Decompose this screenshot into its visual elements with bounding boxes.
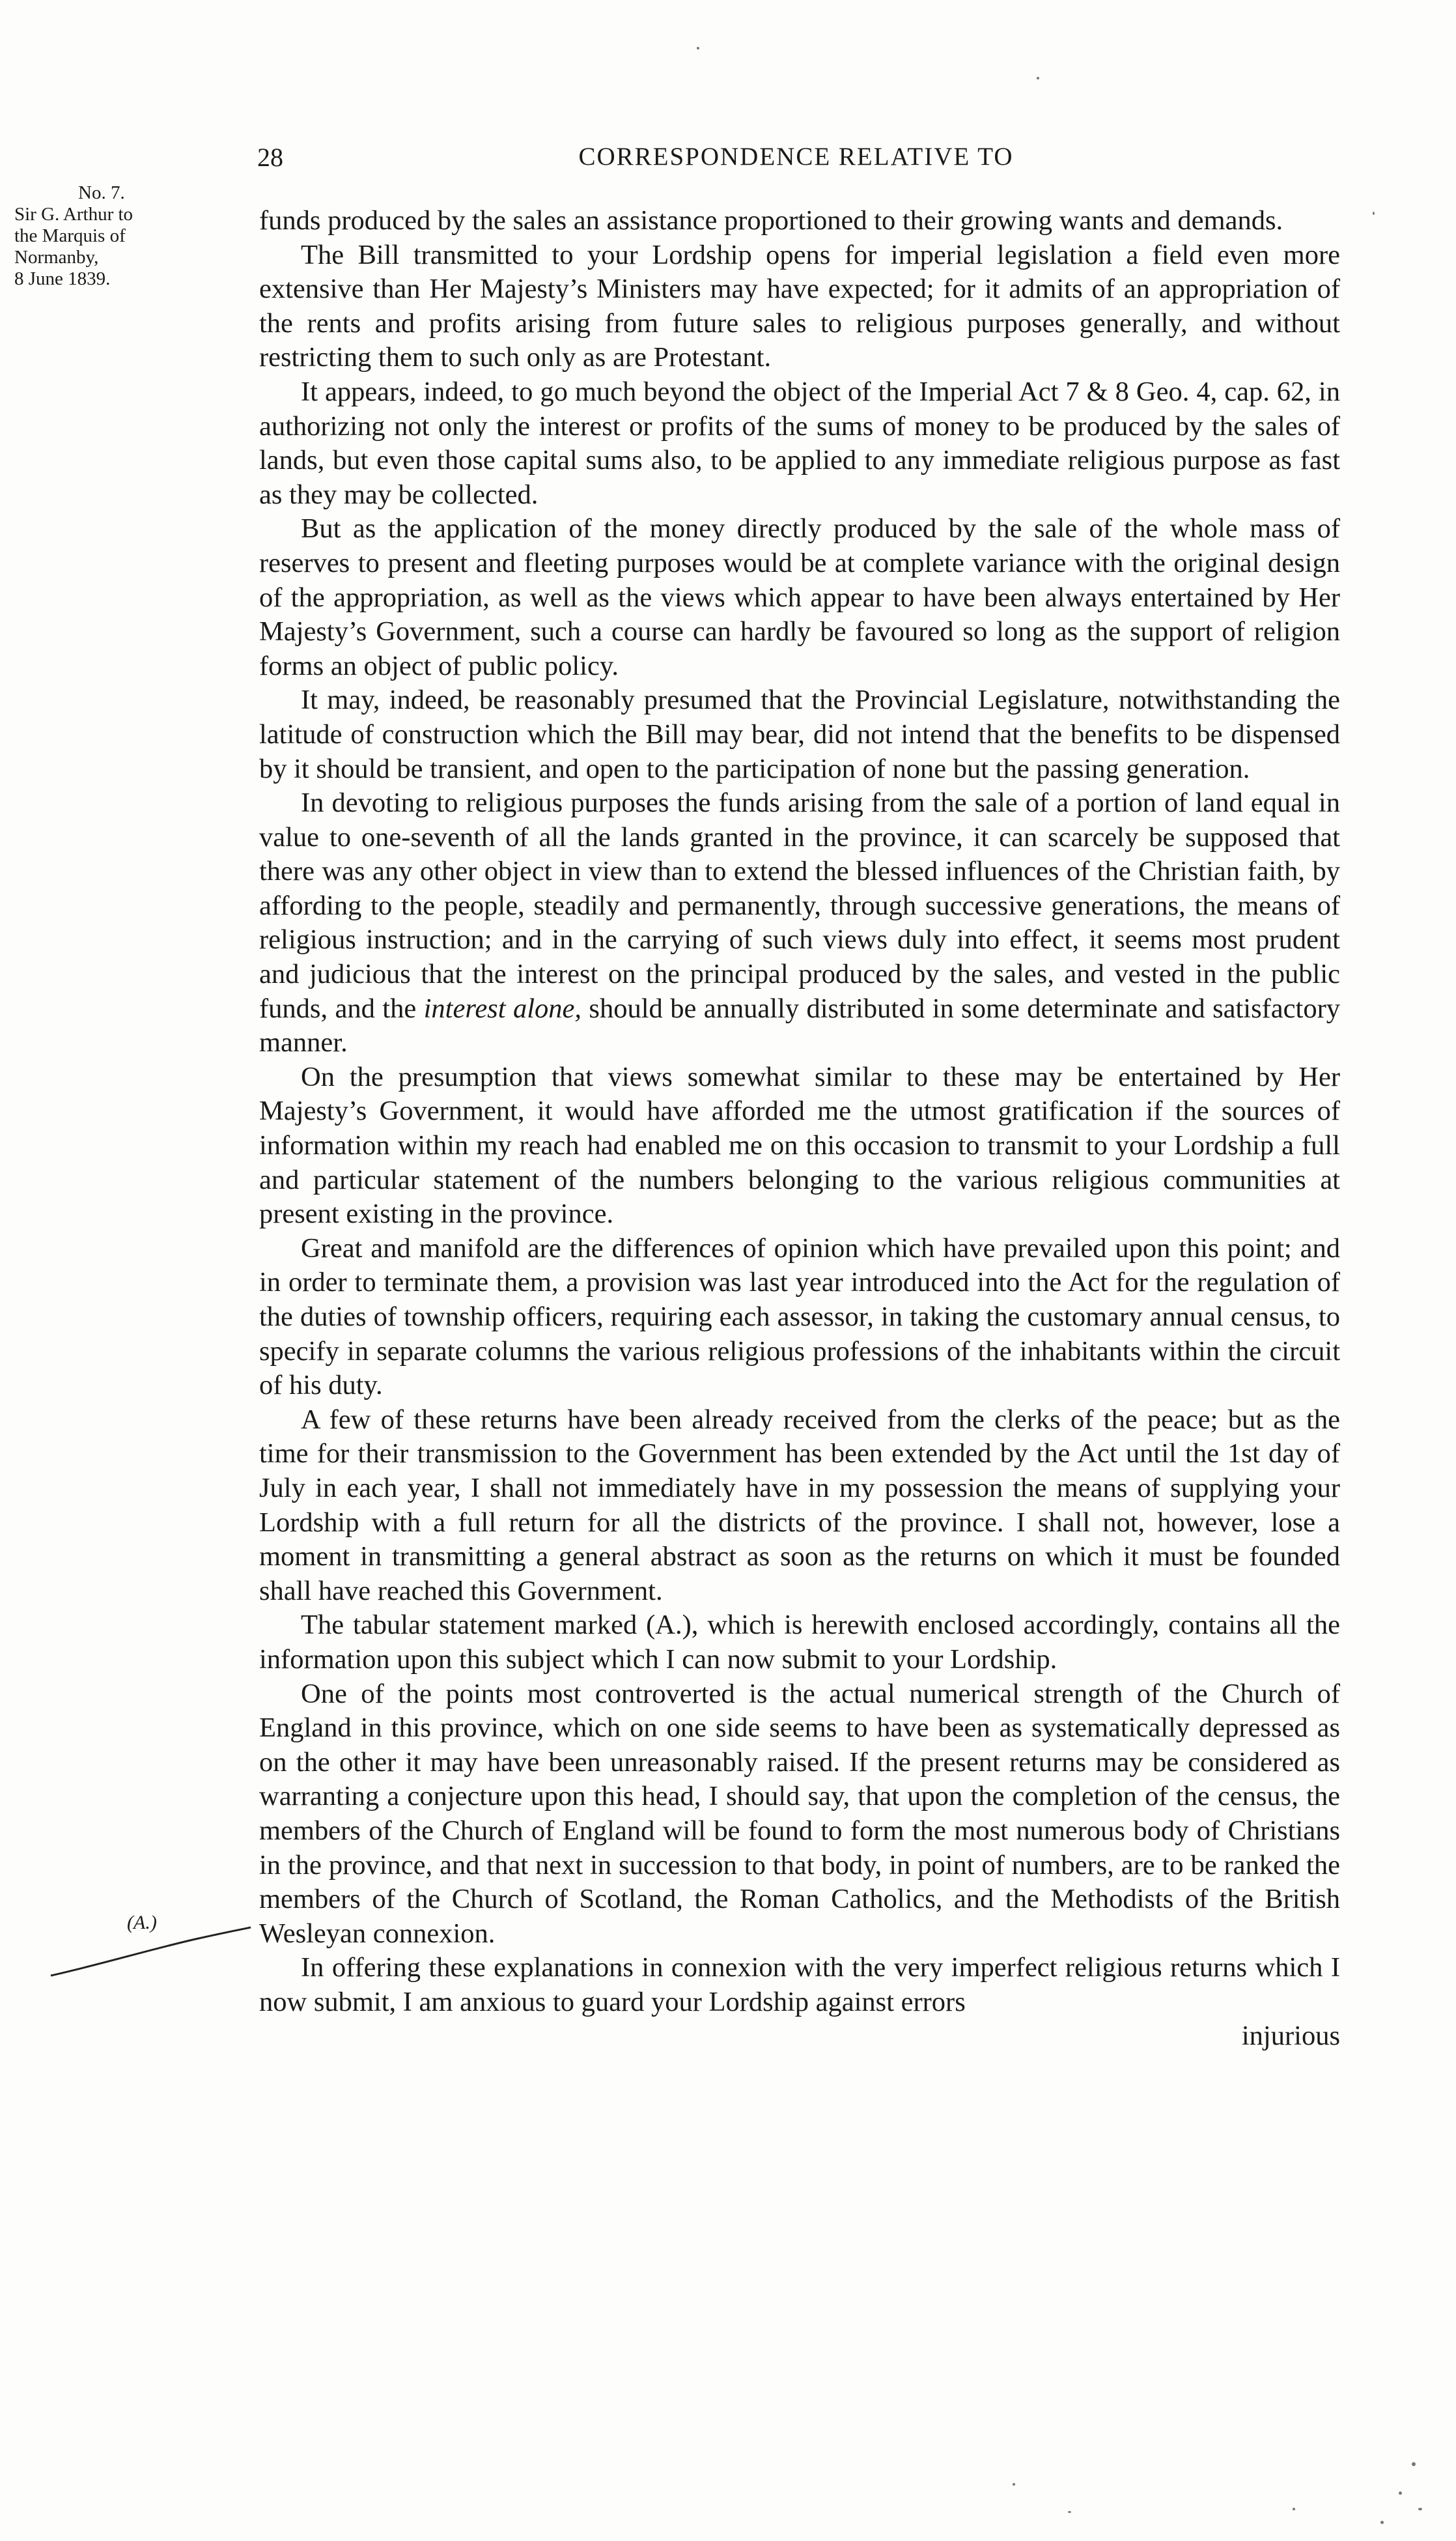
scan-speck [1418, 2508, 1422, 2510]
scan-speck [1380, 2521, 1384, 2524]
paragraph-text: In devoting to religious purposes the funds arising from the sale of a portion of land equal in value to one-seventh of all the lands granted in the province, it can scarcely be supposed that there was any other object in view than to extend the blessed influences of the Christian faith, by affording to the people, steadily and permanently, through successive generations, the means of religious instruction; and in the carrying of such views duly into effect, it seems most prudent and judicious that the interest on the principal produced by the sales, and vested in the public funds, and the [259, 788, 1340, 1024]
paragraph: But as the application of the money directly produced by the sale of the whole mass of reserves to present and fleeting purposes would be at complete variance with the original design of the appropriation, as well as the views which appear to have been always entertained by Her Majesty’s Government, such a course can hardly be favoured so long as the support of religion forms an object of public policy. [259, 513, 1340, 681]
paragraph: Great and manifold are the differences of opinion which have prevailed upon this point; and in order to terminate them, a provision was last year introduced into the Act for the regulation of the duties of township officers, requiring each assessor, in taking the customary annual census, to specify in separate columns the various religious professions of the inhabitants within the circuit of his duty. [259, 1232, 1340, 1401]
scan-speck [1013, 2483, 1015, 2486]
paragraph-text: should be annually distributed in some determinate and satisfactory manner. [259, 993, 1340, 1058]
letter-body [259, 204, 1340, 2054]
paragraph: The tabular statement marked (A.), which is herewith enclosed accordingly, contains all the information upon this subject which I can now submit to your Lordship. [259, 1610, 1340, 1675]
paragraph: It may, indeed, be reasonably presumed that the Provincial Legislature, notwithstanding the latitude of construction which the Bill may bear, did not intend that the benefits to be dispensed by it should be transient, and open to the participation of none but the passing generation. [259, 685, 1340, 784]
scan-speck [1399, 2491, 1402, 2495]
scan-speck [1037, 77, 1039, 79]
page-header [257, 142, 1335, 181]
margin-note-date: 8 June 1839. [14, 268, 111, 289]
paragraph: One of the points most controverted is the actual numerical strength of the Church of England in this province, which on one side seems to have been as systematically depressed as on the other it may have been unreasonably raised. If the present returns may be considered as warranting a conjecture upon this head, I should say, that upon the completion of the census, the members of the Church of England will be found to form the most numerous body of Christians in the province, and that next in succession to that body, in point of numbers, are to be ranked the members of the Church of Scotland, the Roman Catholics, and the Methodists of the British Wesleyan connexion. [259, 1678, 1340, 1949]
scan-speck [1412, 2462, 1416, 2466]
margin-note-line: Normanby, [14, 247, 99, 268]
scan-speck [697, 47, 699, 50]
italic-phrase: interest alone, [423, 993, 581, 1024]
scan-speck [1293, 2508, 1295, 2510]
paragraph: In offering these explanations in connexion with the very imperfect religious returns which I now submit, I am anxious to guard your Lordship against errors [259, 1952, 1340, 2017]
margin-note-line: the Marquis of [14, 225, 126, 246]
paragraph: On the presumption that views somewhat similar to these may be entertained by Her Majesty’s Government, it would have afforded me the utmost gratification if the sources of information within my reach had enabled me on this occasion to transmit to your Lordship a full and particular statement of the numbers belonging to the various religious communities at present existing in the province. [259, 1061, 1340, 1230]
margin-note-line: Sir G. Arthur to [14, 204, 133, 225]
paragraph: funds produced by the sales an assistance proportioned to their growing wants and demands. [259, 205, 1283, 236]
page-number: 28 [257, 143, 283, 172]
margin-annotation [46, 1912, 254, 1990]
scan-speck [1373, 212, 1375, 215]
margin-note-number: No. 7. [78, 182, 125, 203]
paragraph: A few of these returns have been already received from the clerks of the peace; but as the time for their transmission to the Government has been extended by the Act until the 1st day of July in each year, I shall not immediately have in my possession the means of supplying your Lordship with a full return for all the districts of the province. I shall not, however, lose a moment in transmitting a general abstract as soon as the returns on which it must be founded shall have reached this Government. [259, 1404, 1340, 1606]
catchword: injurious [1241, 2021, 1340, 2052]
running-head: CORRESPONDENCE RELATIVE TO [578, 143, 1014, 171]
paragraph: It appears, indeed, to go much beyond the object of the Imperial Act 7 & 8 Geo. 4, cap. 62, in authorizing not only the interest or profits of the sums of money to be produced by the sales of lands, but even those capital sums also, to be applied to any immediate religious purpose as fast as they may be collected. [259, 376, 1340, 510]
scan-speck [1068, 2511, 1071, 2513]
margin-note [14, 182, 229, 290]
annotation-stroke [46, 1912, 254, 1990]
paragraph [259, 786, 1340, 1060]
annotation-label: (A.) [127, 1912, 157, 1933]
paragraph: The Bill transmitted to your Lordship opens for imperial legislation a field even more extensive than Her Majesty’s Ministers may have expected; for it admits of an appropriation of the rents and profits arising from future sales to religious purposes generally, and without restricting them to such only as are Protestant. [259, 239, 1340, 373]
